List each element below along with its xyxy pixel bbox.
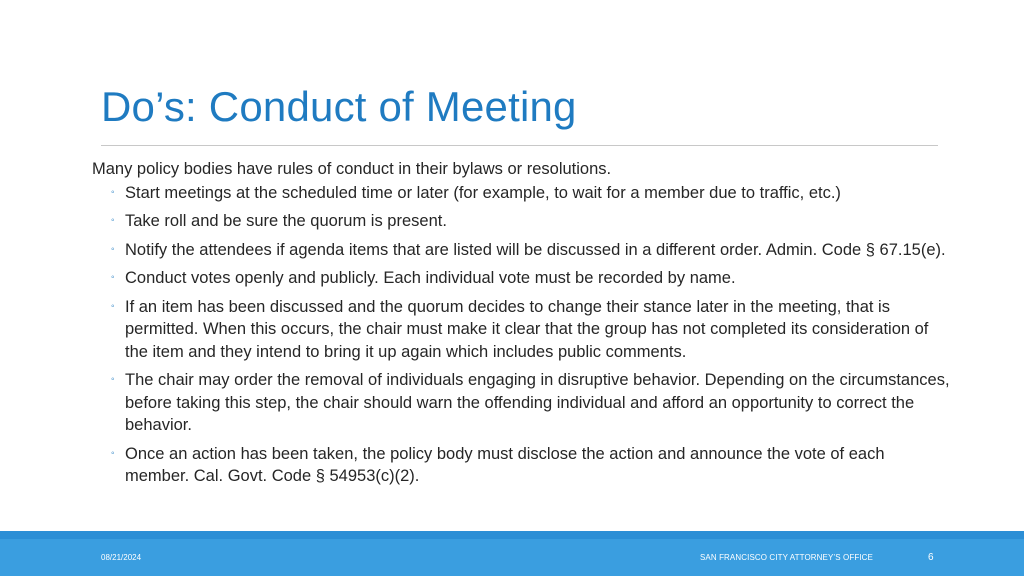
- bullet-text: The chair may order the removal of individuals engaging in disruptive behavior. Depending on the circumstances, before taking this step, the chair should warn the offending individual and afford an opportunity to correct the behavior.: [125, 371, 950, 434]
- bullet-icon: ◦: [111, 300, 115, 312]
- bullet-icon: ◦: [111, 272, 115, 283]
- bullet-text: If an item has been discussed and the quorum decides to change their stance later in the meeting, that is permitted. When this occurs, the chair must make it clear that the group has not completed its consideration of the item and they intend to bring it up again which includes public comments.: [125, 297, 929, 361]
- slide-body: [92, 158, 952, 494]
- footer-date: 08/21/2024: [101, 553, 142, 562]
- intro-text: Many policy bodies have rules of conduct in their bylaws or resolutions.: [92, 160, 612, 178]
- title-divider: [101, 145, 938, 146]
- footer-office: SAN FRANCISCO CITY ATTORNEY’S OFFICE: [700, 553, 873, 562]
- bullet-icon: ◦: [111, 374, 115, 385]
- footer-accent-line: [0, 531, 1024, 539]
- slide-title: Do’s: Conduct of Meeting: [101, 83, 577, 130]
- list-item: [92, 296, 952, 364]
- bullet-icon: ◦: [111, 215, 115, 226]
- bullet-icon: ◦: [111, 447, 115, 459]
- bullet-text: Once an action has been taken, the policy body must disclose the action and announce the vote of each member. Cal. Govt. Code § 54953(c)(2).: [125, 444, 885, 485]
- bullet-icon: ◦: [111, 243, 115, 255]
- bullet-text: Conduct votes openly and publicly. Each individual vote must be recorded by name.: [125, 269, 736, 287]
- bullet-icon: ◦: [111, 186, 115, 198]
- list-item: [92, 239, 952, 262]
- list-item: [92, 182, 952, 205]
- page-number: 6: [928, 552, 934, 563]
- list-item: [92, 443, 952, 488]
- list-item: [92, 369, 952, 437]
- bullet-list: [92, 182, 952, 488]
- bullet-text: Notify the attendees if agenda items that are listed will be discussed in a different order. Admin. Code § 67.15(e).: [125, 240, 946, 259]
- bullet-text: Start meetings at the scheduled time or later (for example, to wait for a member due to traffic, etc.): [125, 183, 841, 202]
- list-item: [92, 267, 952, 290]
- list-item: [92, 210, 952, 233]
- bullet-text: Take roll and be sure the quorum is present.: [125, 212, 447, 230]
